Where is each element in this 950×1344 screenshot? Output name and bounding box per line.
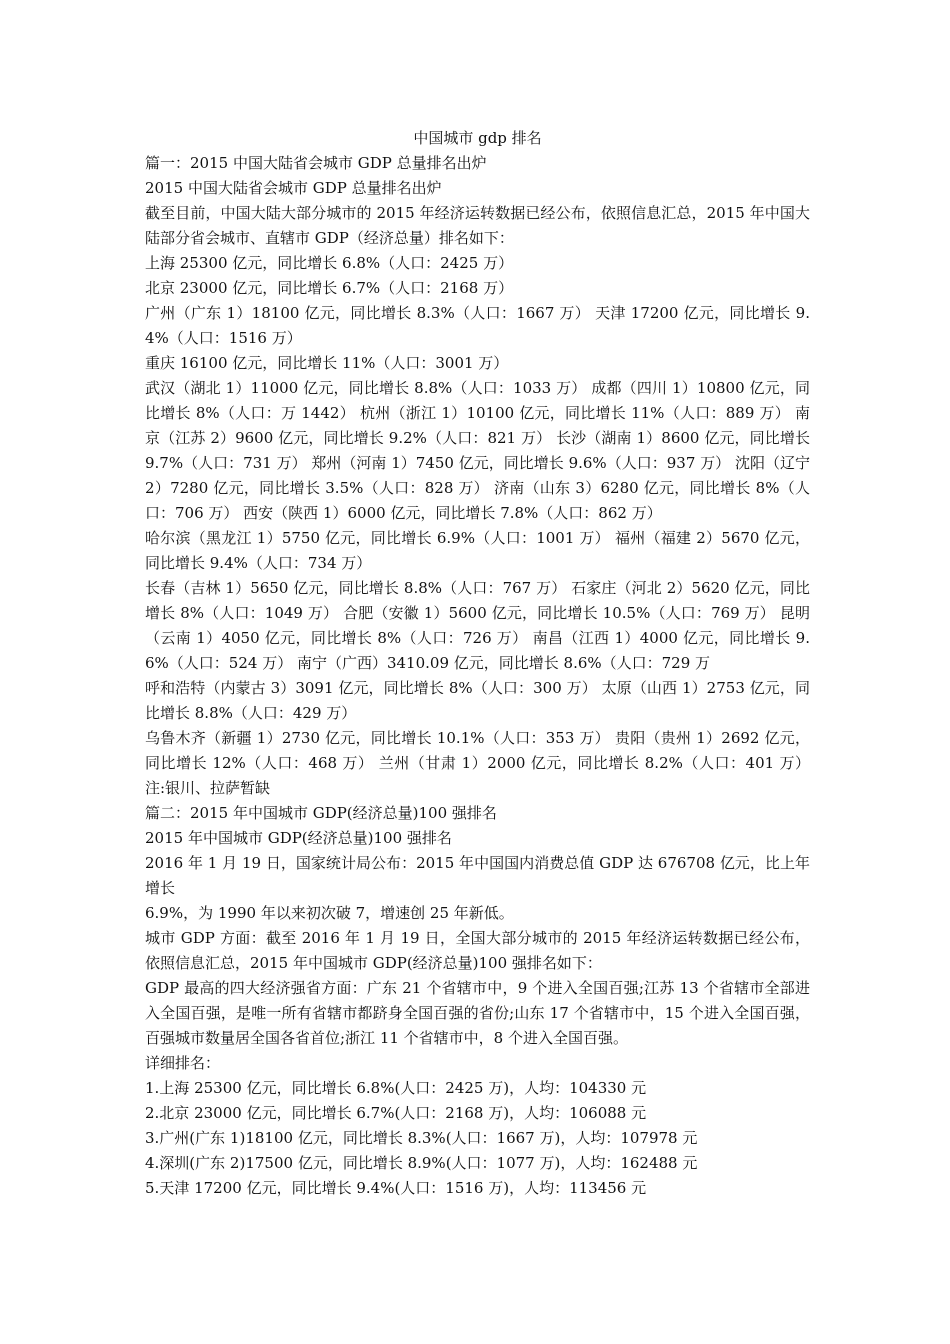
paragraph: 2016 年 1 月 19 日，国家统计局公布：2015 年中国国内消费总值 GDP 达 676708 亿元，比上年增长 [145, 854, 810, 897]
paragraph: 6.9%，为 1990 年以来初次破 7，增速创 25 年新低。 [145, 904, 514, 922]
paragraph: 上海 25300 亿元，同比增长 6.8%（人口：2425 万） [145, 254, 514, 272]
paragraph: 哈尔滨（黑龙江 1）5750 亿元，同比增长 6.9%（人口：1001 万） 福州（福建 2）5670 亿元，同比增长 9.4%（人口：734 万） [145, 529, 810, 572]
paragraph: 广州（广东 1）18100 亿元，同比增长 8.3%（人口：1667 万） 天津 17200 亿元，同比增长 9.4%（人口：1516 万） [145, 304, 810, 347]
paragraph: 乌鲁木齐（新疆 1）2730 亿元，同比增长 10.1%（人口：353 万） 贵阳（贵州 1）2692 亿元，同比增长 12%（人口：468 万） 兰州（甘肃 1）2000 亿元，同比增长 8.2%（人口：401 万） 注:银川、拉萨暂缺 [145, 729, 810, 797]
paragraph: 篇一：2015 中国大陆省会城市 GDP 总量排名出炉 [145, 154, 487, 172]
paragraph: 2015 中国大陆省会城市 GDP 总量排名出炉 [145, 179, 442, 197]
paragraph: 呼和浩特（内蒙古 3）3091 亿元，同比增长 8%（人口：300 万） 太原（山西 1）2753 亿元，同比增长 8.8%（人口：429 万） [145, 679, 810, 722]
paragraph: 4.深圳(广东 2)17500 亿元，同比增长 8.9%(人口：1077 万)，人均：162488 元 [145, 1154, 698, 1172]
paragraph: 长春（吉林 1）5650 亿元，同比增长 8.8%（人口：767 万） 石家庄（河北 2）5620 亿元，同比增长 8%（人口：1049 万） 合肥（安徽 1）5600 亿元，同比增长 10.5%（人口：769 万） 昆明（云南 1）4050 亿元，同比增长 8%（人口：726 万） 南昌（江西 1）4000 亿元，同比增长 9.6%（人口：524 万） 南宁（广西）3410.09 亿元，同比增长 8.6%（人口：729 万 [145, 579, 810, 672]
paragraph: 详细排名： [145, 1054, 221, 1072]
paragraph: 北京 23000 亿元，同比增长 6.7%（人口：2168 万） [145, 279, 514, 297]
paragraph: 3.广州(广东 1)18100 亿元，同比增长 8.3%(人口：1667 万)，人均：107978 元 [145, 1129, 698, 1147]
paragraph: 2.北京 23000 亿元，同比增长 6.7%(人口：2168 万)，人均：106088 元 [145, 1104, 647, 1122]
paragraph: 2015 年中国城市 GDP(经济总量)100 强排名 [145, 829, 452, 847]
paragraph: 重庆 16100 亿元，同比增长 11%（人口：3001 万） [145, 354, 509, 372]
paragraph: 篇二：2015 年中国城市 GDP(经济总量)100 强排名 [145, 804, 497, 822]
paragraph: 1.上海 25300 亿元，同比增长 6.8%(人口：2425 万)，人均：104330 元 [145, 1079, 647, 1097]
paragraph: 武汉（湖北 1）11000 亿元，同比增长 8.8%（人口：1033 万） 成都（四川 1）10800 亿元，同比增长 8%（人口：万 1442） 杭州（浙江 1）10100 亿元，同比增长 11%（人口：889 万） 南京（江苏 2）9600 亿元，同比增长 9.2%（人口：821 万） 长沙（湖南 1）8600 亿元，同比增长 9.7%（人口：731 万） 郑州（河南 1）7450 亿元，同比增长 9.6%（人口：937 万） 沈阳（辽宁 2）7280 亿元，同比增长 3.5%（人口：828 万） 济南（山东 3）6280 亿元，同比增长 8%（人口：706 万） 西安（陕西 1）6000 亿元，同比增长 7.8%（人口：862 万） [145, 379, 810, 522]
paragraph: 城市 GDP 方面：截至 2016 年 1 月 19 日，全国大部分城市的 2015 年经济运转数据已经公布，依照信息汇总，2015 年中国城市 GDP(经济总量)100 强排名如下： [145, 929, 810, 972]
paragraph: 5.天津 17200 亿元，同比增长 9.4%(人口：1516 万)，人均：113456 元 [145, 1179, 647, 1197]
paragraph: 截至目前，中国大陆大部分城市的 2015 年经济运转数据已经公布，依照信息汇总，2015 年中国大陆部分省会城市、直辖市 GDP（经济总量）排名如下： [145, 204, 810, 247]
document-title: 中国城市 gdp 排名 [413, 129, 542, 147]
paragraph: GDP 最高的四大经济强省方面：广东 21 个省辖市中，9 个进入全国百强;江苏 13 个省辖市全部进入全国百强，是唯一所有省辖市都跻身全国百强的省份;山东 17 个省辖市中，15 个进入全国百强，百强城市数量居全国各省首位;浙江 11 个省辖市中，8 个进入全国百强。 [145, 979, 810, 1047]
document-body [145, 151, 810, 1201]
